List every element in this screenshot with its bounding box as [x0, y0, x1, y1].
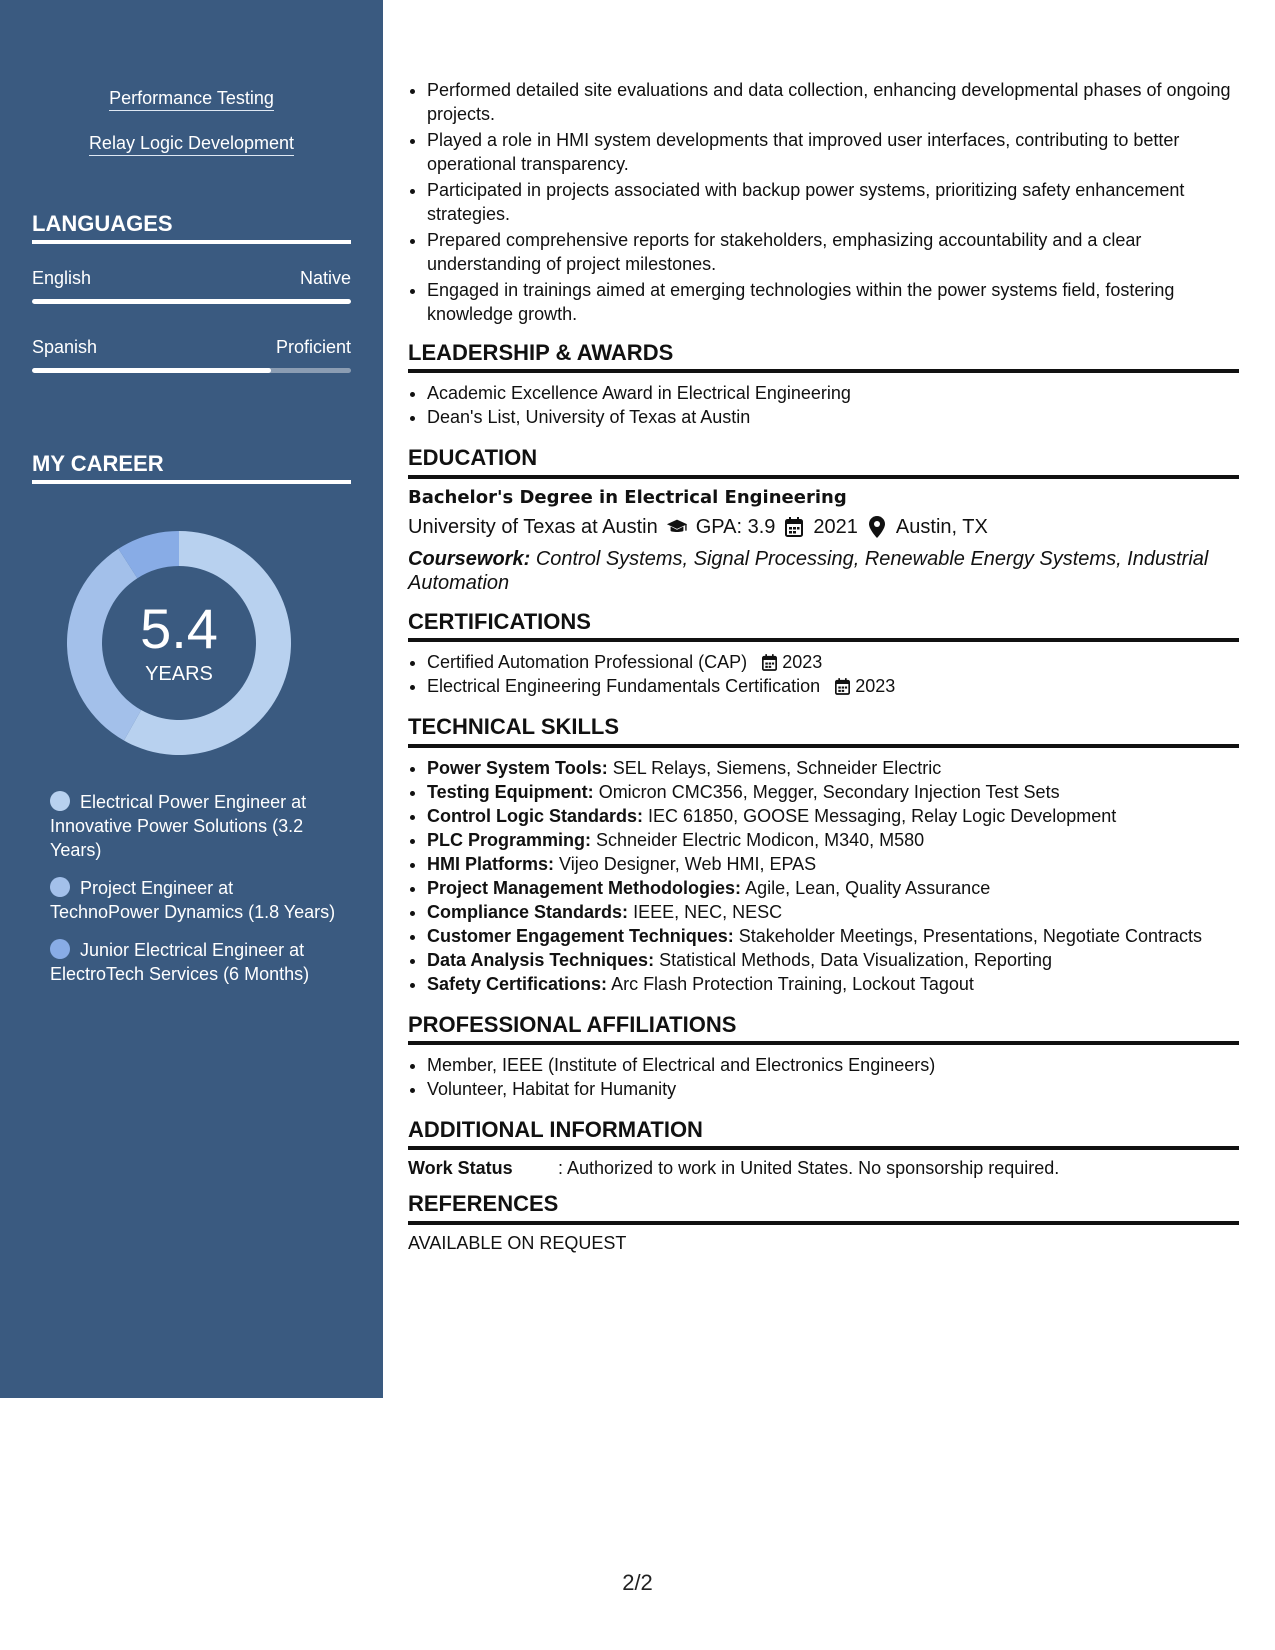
work-status-value: : Authorized to work in United States. No sponsorship required.	[558, 1158, 1060, 1179]
list-item: • PLC Programming: Schneider Electric Modicon, M340, M580	[427, 828, 1239, 852]
language-row-english	[32, 268, 351, 289]
career-legend	[50, 790, 340, 1000]
leadership-list	[408, 381, 1239, 429]
leadership-heading: LEADERSHIP & AWARDS	[408, 340, 1239, 373]
calendar-icon	[762, 654, 777, 671]
list-item: • Participated in projects associated with backup power systems, prioritizing safety enhancement strategies.	[427, 178, 1239, 226]
language-bar-fill	[32, 368, 271, 373]
list-item: • Safety Certifications: Arc Flash Protection Training, Lockout Tagout	[427, 972, 1239, 996]
school-name: University of Texas at Austin	[408, 515, 658, 538]
coursework	[408, 547, 1239, 595]
list-item: • Engaged in trainings aimed at emerging technologies within the power systems field, fostering knowledge growth.	[427, 278, 1239, 326]
list-item: • Electrical Engineering Fundamentals Certification 2023	[427, 674, 1239, 698]
legend-dot-icon	[50, 791, 70, 811]
skill-link-relay-logic[interactable]: Relay Logic Development	[0, 133, 383, 154]
calendar-icon	[783, 516, 805, 538]
location: Austin, TX	[895, 515, 988, 538]
page-number: 2/2	[622, 1570, 653, 1595]
references-text: AVAILABLE ON REQUEST	[408, 1232, 627, 1253]
career-item: Junior Electrical Engineer at ElectroTech Services (6 Months)	[50, 940, 310, 984]
sidebar	[0, 0, 383, 1398]
language-level: Proficient	[275, 337, 351, 357]
list-item: • Power System Tools: SEL Relays, Siemens, Schneider Electric	[427, 756, 1239, 780]
language-name: English	[32, 268, 92, 288]
list-item: • Testing Equipment: Omicron CMC356, Megger, Secondary Injection Test Sets	[427, 780, 1239, 804]
language-bar-english	[32, 299, 351, 304]
gpa: GPA: 3.9	[695, 515, 776, 538]
cert-date: 2023	[762, 652, 822, 672]
career-heading: MY CAREER	[32, 452, 351, 484]
list-item: • Member, IEEE (Institute of Electrical and Electronics Engineers)	[427, 1053, 1239, 1077]
references-heading: REFERENCES	[408, 1191, 1239, 1224]
cert-date: 2023	[835, 676, 895, 696]
affiliations-list	[408, 1053, 1239, 1101]
education-heading: EDUCATION	[408, 445, 1239, 478]
certifications-list	[408, 650, 1239, 698]
work-status-row	[408, 1158, 1239, 1179]
list-item: • Prepared comprehensive reports for stakeholders, emphasizing accountability and a clear understanding of project milestones.	[427, 228, 1239, 276]
certifications-heading: CERTIFICATIONS	[408, 609, 1239, 642]
language-bar-spanish	[32, 368, 351, 373]
location-pin-icon	[866, 516, 888, 538]
career-item: Project Engineer at TechnoPower Dynamics (1.8 Years)	[50, 878, 336, 922]
list-item: • Certified Automation Professional (CAP) 2023	[427, 650, 1239, 674]
legend-dot-icon	[50, 939, 70, 959]
additional-info-heading: ADDITIONAL INFORMATION	[408, 1117, 1239, 1150]
language-name: Spanish	[32, 337, 98, 357]
experience-bullets	[408, 78, 1239, 326]
technical-skills-heading: TECHNICAL SKILLS	[408, 714, 1239, 747]
degree-title: Bachelor's Degree in Electrical Engineering	[408, 486, 847, 508]
list-item: • Dean's List, University of Texas at Austin	[427, 405, 1239, 429]
technical-skills-list	[408, 756, 1239, 996]
list-item: • Performed detailed site evaluations and data collection, enhancing developmental phases of ongoing projects.	[427, 78, 1239, 126]
list-item: • Control Logic Standards: IEC 61850, GOOSE Messaging, Relay Logic Development	[427, 804, 1239, 828]
list-item: • Project Management Methodologies: Agile, Lean, Quality Assurance	[427, 876, 1239, 900]
work-status-label: Work Status	[408, 1158, 513, 1179]
language-bar-fill	[32, 299, 351, 304]
career-donut-chart	[66, 530, 292, 756]
list-item: • Volunteer, Habitat for Humanity	[427, 1077, 1239, 1101]
list-item: • HMI Platforms: Vijeo Designer, Web HMI, EPAS	[427, 852, 1239, 876]
list-item: • Compliance Standards: IEEE, NEC, NESC	[427, 900, 1239, 924]
career-item: Electrical Power Engineer at Innovative Power Solutions (3.2 Years)	[50, 792, 307, 860]
languages-heading: LANGUAGES	[32, 212, 351, 244]
coursework-text: Control Systems, Signal Processing, Renewable Energy Systems, Industrial Automation	[408, 547, 1209, 594]
graduation-year: 2021	[813, 515, 858, 538]
language-row-spanish	[32, 337, 351, 358]
calendar-icon	[835, 678, 850, 695]
career-total-unit: YEARS	[145, 662, 213, 685]
list-item: • Academic Excellence Award in Electrical Engineering	[427, 381, 1239, 405]
skill-link-performance-testing[interactable]: Performance Testing	[0, 88, 383, 109]
list-item: • Played a role in HMI system developments that improved user interfaces, contributing to better operational transparency.	[427, 128, 1239, 176]
list-item: • Customer Engagement Techniques: Stakeholder Meetings, Presentations, Negotiate Contracts	[427, 924, 1239, 948]
education-meta	[408, 516, 1239, 539]
list-item: • Data Analysis Techniques: Statistical Methods, Data Visualization, Reporting	[427, 948, 1239, 972]
graduation-cap-icon	[666, 516, 688, 538]
coursework-label: Coursework:	[408, 547, 531, 570]
main-content	[408, 78, 1239, 1254]
legend-dot-icon	[50, 877, 70, 897]
affiliations-heading: PROFESSIONAL AFFILIATIONS	[408, 1012, 1239, 1045]
career-donut-center	[66, 530, 292, 756]
career-total-value: 5.4	[140, 596, 218, 660]
language-level: Native	[299, 268, 351, 288]
